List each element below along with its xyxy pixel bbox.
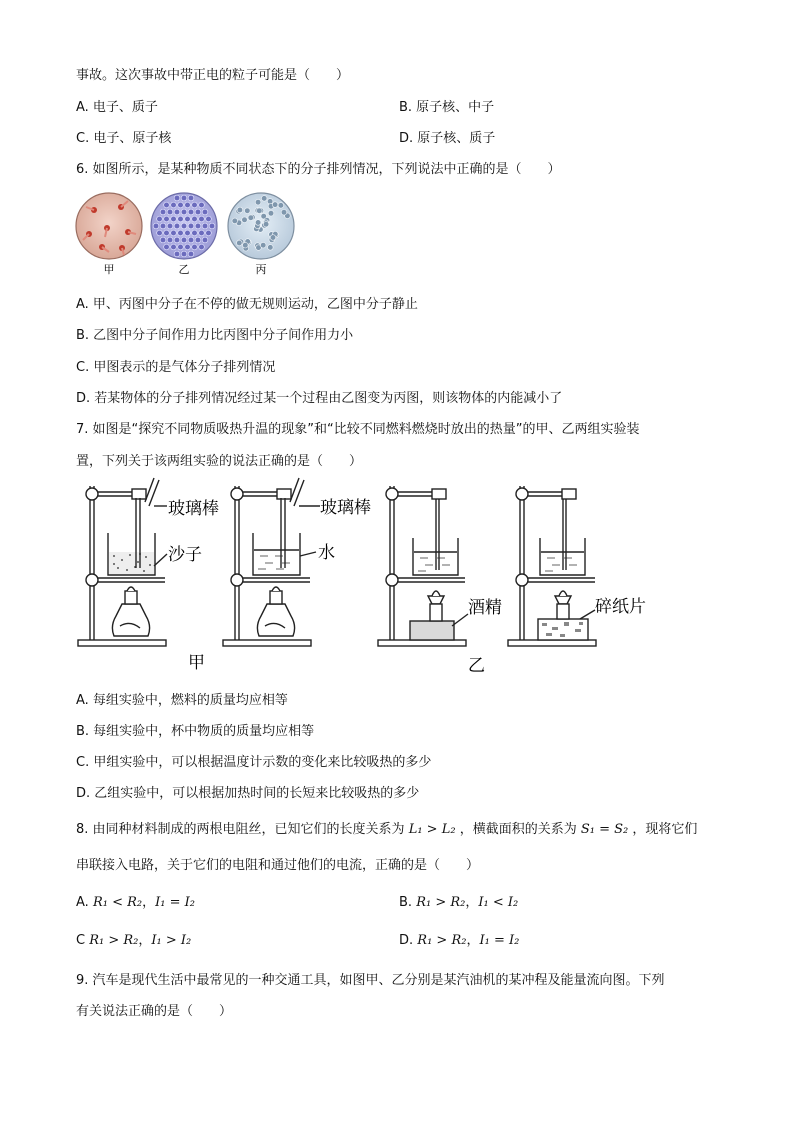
liquid-molecules-circle [228, 193, 294, 259]
molecule-dot [188, 209, 194, 215]
q8-length-relation: L₁ > L₂ [408, 822, 456, 837]
gas-molecules-circle [76, 193, 142, 259]
separator: ， [142, 895, 156, 910]
molecule-dot [171, 216, 177, 222]
label-alcohol: 酒精 [468, 598, 502, 618]
q6-option-a: A. 甲、丙图中分子在不停的做无规则运动，乙图中分子静止 [76, 297, 418, 312]
q5-option-a: A. 电子、质子 [76, 100, 158, 115]
q7-option-b: B. 每组实验中，杯中物质的质量均应相等 [76, 724, 315, 739]
molecule-dot [242, 217, 248, 223]
molecule-dot [272, 202, 278, 208]
q5-option-b: B. 原子核、中子 [399, 100, 495, 115]
label-paper-scraps: 碎纸片 [595, 597, 646, 617]
molecule-dot [181, 209, 187, 215]
molecule-dot [243, 242, 249, 248]
separator: ， [465, 895, 479, 910]
label-glass-rod-2: 玻璃棒 [320, 498, 371, 518]
molecule-dot [199, 216, 205, 222]
molecule-dot [171, 202, 177, 208]
molecule-dot [268, 245, 274, 251]
molecule-dot [188, 195, 194, 201]
molecule-dot [178, 244, 184, 250]
molecule-dot [178, 230, 184, 236]
q8-option-d-current: I₁ = I₂ [479, 933, 520, 948]
q6-option-b: B. 乙图中分子间作用力比丙图中分子间作用力小 [76, 328, 354, 343]
molecule-dot [261, 196, 267, 202]
q8-stem-line2: 串联接入电路，关于它们的电阻和通过他们的电流，正确的是（ ） [76, 858, 480, 873]
molecule-dot [188, 223, 194, 229]
q8-option-b-current: I₁ < I₂ [478, 895, 519, 910]
molecule-dot [192, 202, 198, 208]
molecule-dot [281, 210, 287, 216]
molecule-dot [192, 244, 198, 250]
molecule-dot [174, 251, 180, 257]
q8-option-c-current: I₁ > I₂ [151, 933, 192, 948]
q8-stem-part-c: ，现将它们 [632, 822, 698, 837]
molecule-dot [255, 220, 261, 226]
q8-option-a [76, 891, 195, 910]
molecule-dot [153, 223, 159, 229]
q8-option-a-current: I₁ = I₂ [155, 895, 195, 910]
label-yi: 乙 [178, 263, 190, 276]
molecule-dot [160, 237, 166, 243]
molecule-dot [268, 211, 274, 217]
q8-option-c [76, 929, 191, 948]
q8-option-b [399, 891, 518, 910]
molecule-dot [202, 223, 208, 229]
molecule-dot [167, 237, 173, 243]
molecule-dot [157, 230, 163, 236]
molecule-dot [164, 216, 170, 222]
q8-option-b-label: B. [399, 895, 413, 910]
molecule-dot [164, 244, 170, 250]
molecule-dot [257, 208, 263, 214]
q5-stem-tail: 事故。这次事故中带正电的粒子可能是（ ） [76, 68, 350, 83]
molecule-dot [255, 199, 261, 205]
apparatus-paper [508, 486, 596, 646]
molecule-dot [178, 216, 184, 222]
label-bing: 丙 [255, 263, 267, 276]
molecule-dot [164, 202, 170, 208]
q6-molecule-figure [74, 188, 304, 280]
molecule-dot [185, 216, 191, 222]
molecule-dot [263, 221, 269, 227]
q8-option-c-label: C [76, 933, 86, 948]
separator: ， [138, 933, 152, 948]
apparatus-water [223, 478, 311, 646]
molecule-dot [245, 208, 251, 214]
molecule-dot [164, 230, 170, 236]
q6-stem: 6. 如图所示，是某种物质不同状态下的分子排列情况，下列说法中正确的是（ ） [76, 162, 561, 177]
q8-stem-part-b: ，横截面积的关系为 [459, 822, 577, 837]
q8-area-relation: S₁ = S₂ [580, 822, 629, 837]
q7-apparatus-figure [70, 476, 670, 676]
molecule-dot [278, 203, 284, 209]
molecule-dot [188, 237, 194, 243]
molecule-dot [174, 195, 180, 201]
molecule-dot [195, 209, 201, 215]
molecule-dot [185, 202, 191, 208]
molecule-dot [188, 251, 194, 257]
q7-stem-line2: 置，下列关于该两组实验的说法正确的是（ ） [76, 454, 363, 469]
molecule-dot [167, 209, 173, 215]
molecule-dot [160, 209, 166, 215]
q6-option-d: D. 若某物体的分子排列情况经过某一个过程由乙图变为丙图，则该物体的内能减小了 [76, 391, 563, 406]
q8-option-c-resistance: R₁ > R₂ [89, 933, 139, 948]
molecule-dot [181, 223, 187, 229]
q5-option-d: D. 原子核、质子 [399, 131, 496, 146]
molecule-dot [270, 235, 276, 241]
molecule-dot [199, 202, 205, 208]
molecule-dot [157, 216, 163, 222]
q9-stem-line1: 9. 汽车是现代生活中最常见的一种交通工具，如图甲、乙分别是某汽油机的某冲程及能量流向图。下列 [76, 973, 665, 988]
molecule-dot [185, 230, 191, 236]
molecule-dot [209, 223, 215, 229]
q8-option-b-resistance: R₁ > R₂ [416, 895, 466, 910]
label-jia: 甲 [103, 263, 115, 276]
q9-stem-line2: 有关说法正确的是（ ） [76, 1004, 233, 1019]
molecule-dot [199, 244, 205, 250]
q7-option-d: D. 乙组实验中，可以根据加热时间的长短来比较吸热的多少 [76, 786, 420, 801]
molecule-dot [237, 207, 243, 213]
q8-stem-part-a: 8. 由同种材料制成的两根电阻丝，已知它们的长度关系为 [76, 822, 405, 837]
solid-molecules-circle [151, 193, 217, 259]
q7-option-a: A. 每组实验中，燃料的质量均应相等 [76, 693, 288, 708]
molecule-dot [185, 244, 191, 250]
molecule-dot [260, 242, 266, 248]
molecule-dot [206, 230, 212, 236]
molecule-dot [174, 209, 180, 215]
apparatus-alcohol [378, 486, 466, 646]
separator: ， [466, 933, 480, 948]
molecule-dot [181, 237, 187, 243]
molecule-dot [237, 240, 243, 246]
molecule-dot [167, 223, 173, 229]
molecule-dot [248, 215, 254, 221]
molecule-dot [181, 195, 187, 201]
label-sand: 沙子 [168, 545, 202, 565]
label-water: 水 [318, 543, 335, 563]
molecule-dot [199, 230, 205, 236]
q8-option-d [399, 929, 519, 948]
molecule-dot [195, 237, 201, 243]
molecule-dot [202, 209, 208, 215]
apparatus-sand [78, 478, 166, 646]
molecule-dot [174, 237, 180, 243]
molecule-dot [206, 216, 212, 222]
molecule-dot [160, 223, 166, 229]
molecule-dot [181, 251, 187, 257]
molecule-dot [178, 202, 184, 208]
molecule-dot [171, 230, 177, 236]
q8-stem-line1 [76, 818, 697, 837]
molecule-dot [195, 223, 201, 229]
molecule-dot [192, 216, 198, 222]
q5-option-c: C. 电子、原子核 [76, 131, 172, 146]
q8-option-a-label: A. [76, 895, 89, 910]
label-glass-rod-1: 玻璃棒 [168, 499, 219, 519]
q8-option-a-resistance: R₁ < R₂ [92, 895, 143, 910]
label-group-yi: 乙 [468, 656, 485, 676]
label-group-jia: 甲 [188, 653, 205, 673]
molecule-dot [202, 237, 208, 243]
molecule-dot [232, 218, 238, 224]
q8-option-d-label: D. [399, 933, 414, 948]
q8-option-d-resistance: R₁ > R₂ [417, 933, 467, 948]
molecule-dot [174, 223, 180, 229]
molecule-dot [192, 230, 198, 236]
q7-option-c: C. 甲组实验中，可以根据温度计示数的变化来比较吸热的多少 [76, 755, 432, 770]
q6-option-c: C. 甲图表示的是气体分子排列情况 [76, 360, 276, 375]
q7-stem-line1: 7. 如图是“探究不同物质吸热升温的现象”和“比较不同燃料燃烧时放出的热量”的甲、乙两组实验装 [76, 422, 640, 437]
molecule-dot [171, 244, 177, 250]
